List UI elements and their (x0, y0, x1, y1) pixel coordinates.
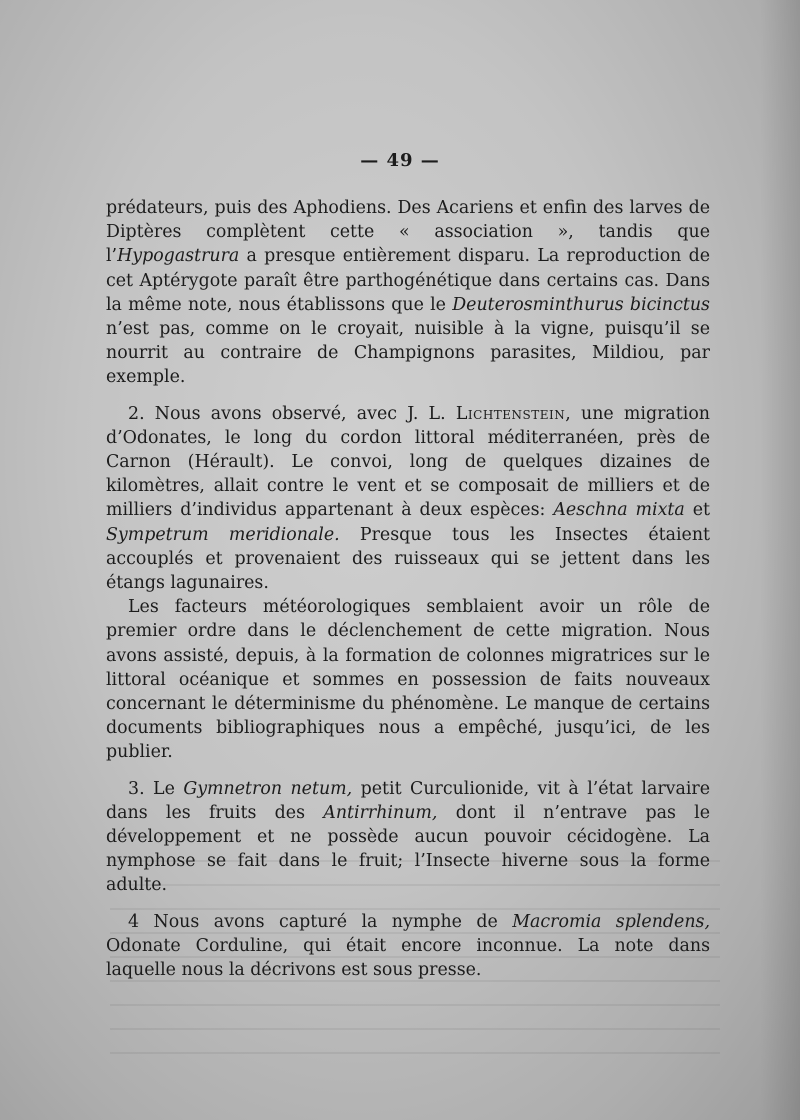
paragraph-1-text-c: n’est pas, comme on le croyait, nuisible à la vigne, puisqu’il se nourrit au contraire de Champignons parasites, Mildiou, par exemple. (106, 319, 710, 388)
taxon-sympetrum-meridionale: Sympetrum meridionale. (106, 524, 340, 545)
paragraph-2-text-d: Presque tous les Insectes étaient accouplés et provenaient des ruisseaux qui se jettent dans les étangs lagunaires. (106, 524, 711, 594)
taxon-hypogastrura: Hypogastrura (117, 246, 240, 267)
author-lichtenstein: Lichtenstein (455, 403, 566, 424)
paragraph-4-text-b: petit Curculionide, vit à l’état larvaire dans les fruits des (106, 778, 710, 823)
body-text (106, 196, 710, 982)
taxon-macromia-splendens: Macromia splendens, (512, 911, 710, 932)
paragraph-1-text-b: a presque entièrement disparu. La reproduction de cet Aptérygote paraît être parthogénétique dans certains cas. Dans la même note, nous établissons que le (106, 246, 710, 315)
taxon-deuterosminthurus: Deuterosminthurus bicinctus (452, 294, 710, 315)
taxon-aeschna-mixta: Aeschna mixta (553, 500, 685, 521)
taxon-gymnetron-netum: Gymnetron netum, (183, 778, 353, 799)
paragraph-3-text: Les facteurs météorologiques semblaient avoir un rôle de premier ordre dans le déclenchement de cette migration. Nous avons assisté, depuis, à la formation de colonnes migratrices sur le littoral océanique et sommes en possession de faits nouveaux concernant le déterminisme du phénomène. Le manque de certains documents bibliographiques nous a empêché, jusqu’ici, de les publier. (106, 597, 710, 763)
paragraph-2-text-c: et (684, 500, 710, 521)
paragraph-5-text-a: 4 Nous avons capturé la nymphe de (128, 911, 513, 932)
paragraph-1-text-a: prédateurs, puis des Aphodiens. Des Acariens et enfin des larves de Diptères complètent cette « association », tandis que l’ (106, 198, 710, 267)
paragraph-4 (106, 777, 710, 898)
paragraph-5 (106, 910, 710, 983)
paragraph-2-text-a: 2. Nous avons observé, avec J. L. (128, 403, 456, 424)
taxon-antirrhinum: Antirrhinum, (323, 802, 438, 823)
paragraph-1 (106, 196, 710, 390)
paragraph-2-text-b: , une migration d’Odonates, le long du cordon littoral méditerranéen, près de Carnon (Hérault). Le convoi, long de quelques dizaines de kilomètres, allait contre le vent et se composait de milliers et de milliers d’individus appartenant à deux espèces: (106, 403, 710, 521)
paragraph-5-text-b: Odonate Corduline, qui était encore inconnue. La note dans laquelle nous la décrivons est sous presse. (106, 935, 710, 981)
paragraph-2 (106, 402, 710, 596)
paragraph-3 (106, 595, 710, 764)
page-number: — 49 — (360, 150, 440, 171)
paragraph-4-text-a: 3. Le (128, 778, 184, 799)
paragraph-4-text-c: dont il n’entrave pas le développement et ne possède aucun pouvoir cécidogène. La nymphose se fait dans le fruit; l’Insecte hiverne sous la forme adulte. (106, 802, 711, 896)
